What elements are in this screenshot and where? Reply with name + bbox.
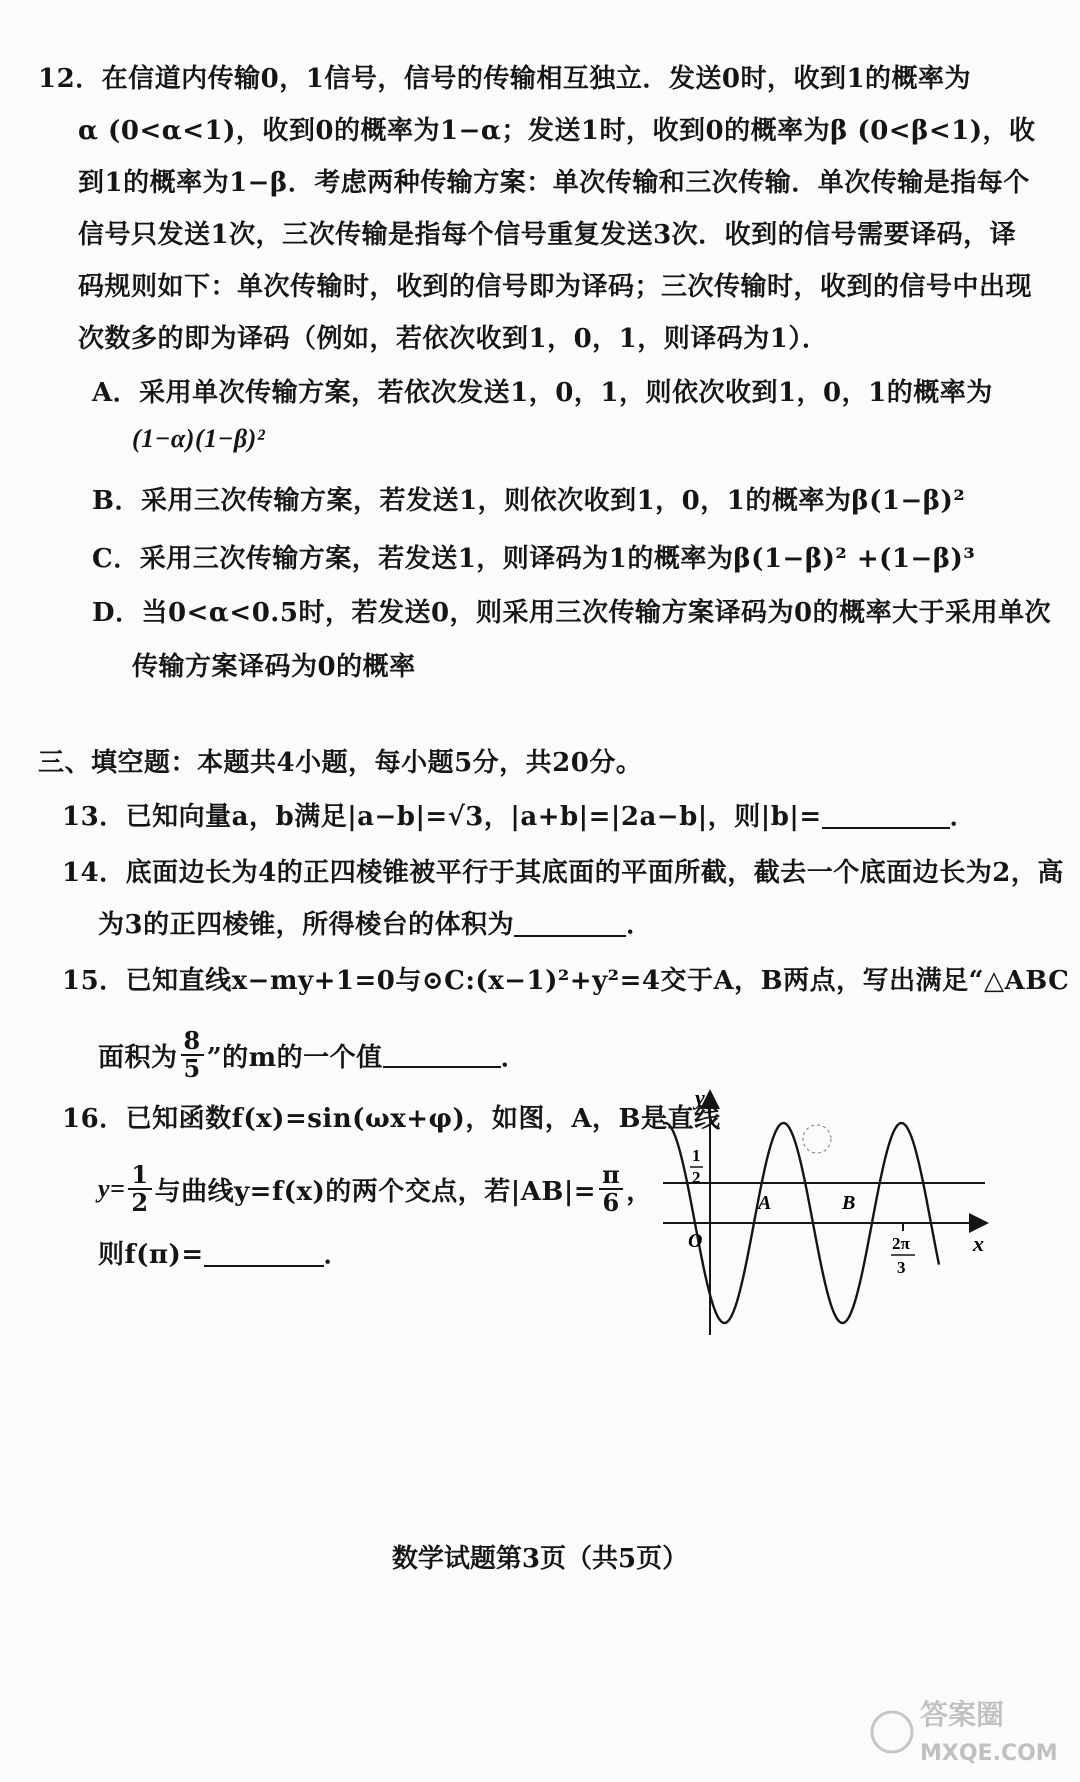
watermark-line-2: MXQE.COM [920, 1741, 1058, 1766]
section-heading: 三、填空题：本题共4小题，每小题5分，共20分。 [38, 748, 643, 778]
q13-end: ． [949, 802, 977, 832]
q15-frac-den: 5 [183, 1054, 201, 1083]
q12-line-2: α (0<α<1)，收到0的概率为1−α；发送1时，收到0的概率为β (0<β<1)，收 [78, 116, 1036, 146]
q14-end: ． [626, 910, 653, 940]
watermark-line-1: 答案圈 [920, 1698, 1005, 1731]
q12-option-d: D．当0<α<0.5时，若发送0，则采用三次传输方案译码为0的概率大于采用单次 [92, 598, 1052, 628]
q12-line-1: 12．在信道内传输0，1信号，信号的传输相互独立．发送0时，收到1的概率为 [38, 64, 972, 94]
x-tick-den: 3 [897, 1258, 906, 1277]
q13-answer-blank[interactable] [822, 803, 950, 829]
scribble-mark [803, 1125, 831, 1153]
q12-option-a: A．采用单次传输方案，若依次发送1，0，1，则依次收到1，0，1的概率为 [92, 378, 993, 408]
q16-line-2 [98, 1162, 653, 1216]
q12-option-b: B．采用三次传输方案，若发送1，则依次收到1，0，1的概率为β(1−β)² [92, 486, 966, 516]
q16-frac1-den: 2 [131, 1188, 149, 1217]
q15-answer-blank[interactable] [383, 1042, 501, 1068]
q16-line-3 [98, 1234, 350, 1271]
q15-end: ． [500, 1042, 528, 1073]
q15-line-1: 15．已知直线x−my+1=0与⊙C:(x−1)²+y²=4交于A，B两点，写出满足“△ABC [62, 966, 1070, 996]
q15-area-fraction [181, 1028, 204, 1082]
q16-stem-mid: 与曲线y=f(x)的两个交点，若|AB|= [154, 1176, 597, 1207]
q16-answer-blank[interactable] [204, 1241, 324, 1267]
q13-text [62, 796, 976, 833]
q16-y-eq: y= [98, 1174, 126, 1203]
q15-area-label: 面积为 [98, 1042, 178, 1073]
q16-frac2-num: π [602, 1160, 621, 1189]
q16-ab-fraction [599, 1162, 623, 1216]
q16-line-1: 16．已知函数f(x)=sin(ωx+φ)，如图，A，B是直线 [62, 1104, 721, 1134]
q12-line-3: 到1的概率为1−β．考虑两种传输方案：单次传输和三次传输．单次传输是指每个 [78, 168, 1030, 198]
q14-line-1: 14．底面边长为4的正四棱锥被平行于其底面的平面所截，截去一个底面边长为2，高 [62, 858, 1064, 888]
q16-end: ． [323, 1240, 351, 1270]
q14-stem: 为3的正四棱锥，所得棱台的体积为 [98, 910, 515, 940]
q16-comma: ， [626, 1176, 653, 1207]
sine-graph [655, 1085, 995, 1345]
q15-line-2 [98, 1028, 527, 1082]
q16-half-fraction [128, 1162, 151, 1216]
watermark-logo [862, 1682, 1062, 1772]
watermark-circle [872, 1712, 912, 1752]
q13-stem: 13．已知向量a，b满足|a−b|=√3，|a+b|=|2a−b|，则|b|= [62, 802, 822, 832]
q12-option-c: C．采用三次传输方案，若发送1，则译码为1的概率为β(1−β)² +(1−β)³ [92, 544, 976, 574]
q12-option-a-formula: (1−α)(1−β)² [132, 424, 266, 453]
q16-frac2-den: 6 [602, 1188, 620, 1217]
point-a-label: A [758, 1192, 772, 1214]
page-footer: 数学试题第3页（共5页） [391, 1544, 689, 1574]
q12-line-5: 码规则如下：单次传输时，收到的信号即为译码；三次传输时，收到的信号中出现 [78, 272, 1033, 302]
origin-label: O [688, 1230, 703, 1252]
point-b-label: B [842, 1192, 856, 1214]
q16-frac1-num: 1 [131, 1160, 149, 1189]
q14-answer-blank[interactable] [514, 911, 626, 937]
q12-line-6: 次数多的即为译码（例如，若依次收到1，0，1，则译码为1）． [78, 324, 829, 354]
q12-option-d-cont: 传输方案译码为0的概率 [132, 652, 416, 682]
q12-line-4: 信号只发送1次，三次传输是指每个信号重复发送3次．收到的信号需要译码，译 [78, 220, 1017, 250]
x-axis-label: x [973, 1231, 984, 1256]
q16-stem-end: 则f(π)= [98, 1240, 204, 1270]
half-tick-den: 2 [692, 1168, 701, 1187]
x-tick-num: 2π [892, 1234, 910, 1253]
q15-frac-num: 8 [183, 1026, 201, 1055]
q14-line-2 [98, 904, 653, 941]
y-axis-label: y [695, 1085, 705, 1110]
q15-stem-end: ”的m的一个值 [206, 1042, 383, 1073]
half-tick-num: 1 [692, 1146, 701, 1165]
